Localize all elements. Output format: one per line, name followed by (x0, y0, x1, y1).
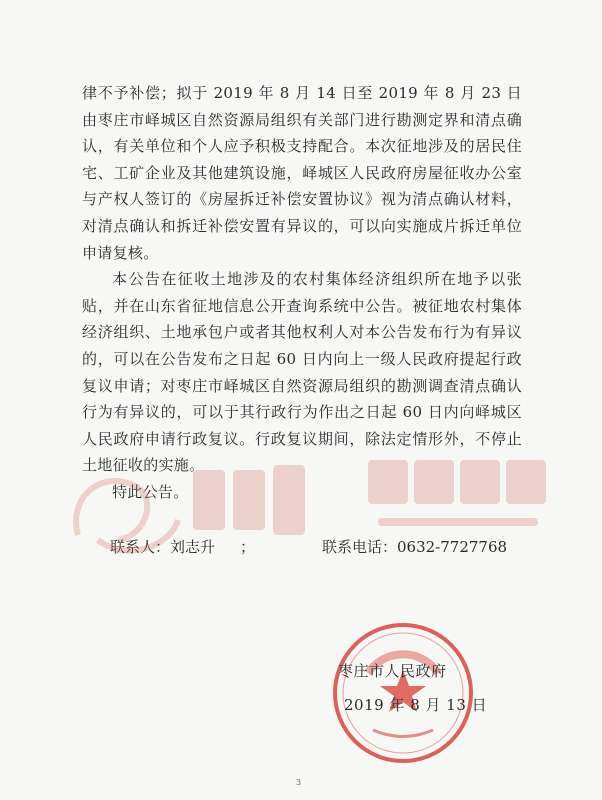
official-seal (328, 618, 478, 768)
paragraph-posting-notice: 本公告在征收土地涉及的农村集体经济组织所在地予以张贴，并在山东省征地信息公开查询系统中公告。被征地农村集体经济组织、土地承包户或者其他权利人对本公告发布行为有异议的，可以在公告发布之日起 60 日内向上一级人民政府提起行政复议申请；对枣庄市峄城区自然资源局组织的勘测调查清点确认行为有异议的，可以于其行政行为作出之日起 60 日内向峄城区人民政府申请行政复议。行政复议期间，除法定情形外，不停止土地征收的实施。 (82, 270, 522, 475)
signature-date: 2019 年 8 月 13 日 (344, 696, 488, 714)
announcement-body (82, 80, 522, 506)
contact-separator: ； (240, 538, 256, 556)
contact-phone: 联系电话：0632-7727768 (322, 538, 508, 556)
page-number: 3 (296, 778, 302, 787)
paragraph-closing: 特此公告。 (112, 482, 189, 501)
contact-person: 联系人：刘志升 (110, 538, 216, 556)
signature-organization: 枣庄市人民政府 (338, 662, 447, 680)
paragraph-continuation: 律不予补偿；拟于 2019 年 8 月 14 日至 2019 年 8 月 23 日由枣庄市峄城区自然资源局组织有关部门进行勘测定界和清点确认，有关单位和个人应予积极支持配合。本次征地涉及的居民住宅、工矿企业及其他建筑设施，峄城区人民政府房屋征收办公室与产权人签订的《房屋拆迁补偿安置协议》视为清点确认材料，对清点确认和拆迁补偿安置有异议的，可以向实施成片拆迁单位申请复核。 (82, 84, 522, 262)
